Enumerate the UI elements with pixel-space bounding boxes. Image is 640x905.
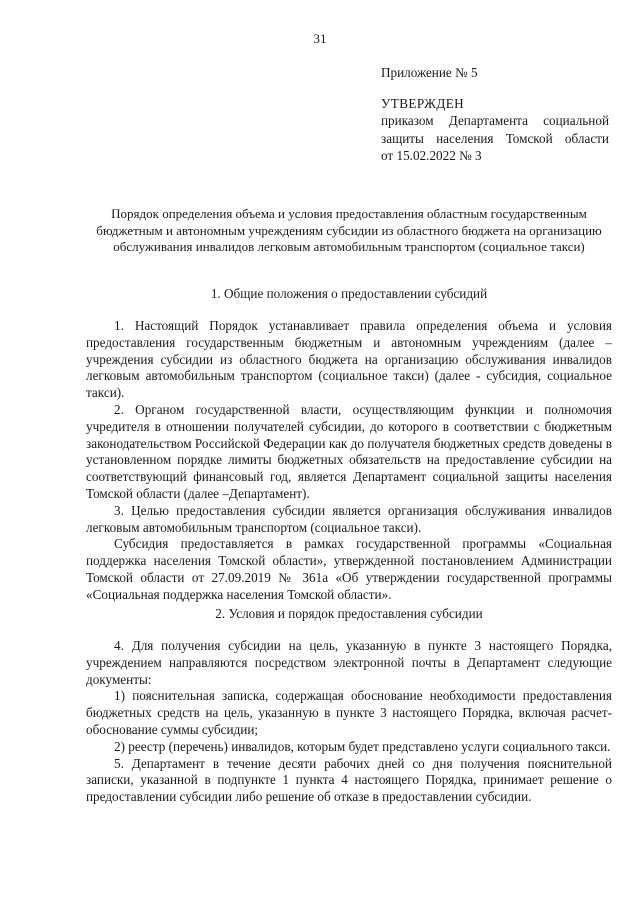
paragraph: 3. Целью предоставления субсидии является организация обслуживания инвалидов легковым автомобильным транспортом (социальное такси). bbox=[86, 502, 612, 535]
section-heading-general: 1. Общие положения о предоставлении субсидий bbox=[210, 286, 488, 301]
paragraph: Субсидия предоставляется в рамках государственной программы «Социальная поддержка населения Томской области», утвержденной постановлением Администрации Томской области от 27.09.2019 № 361а «Об утверждении государственной программы «Социальная поддержка населения Томской области». bbox=[86, 536, 612, 602]
approved-label: УТВЕРЖДЕН bbox=[381, 96, 465, 112]
document-title: Порядок определения объема и условия предоставления областным государственным бюджетным и автономным учреждениям субсидии из областного бюджета на организацию обслуживания инвалидов легковым автомобильным транспортом (социальное такси) bbox=[96, 206, 602, 255]
page-number: 31 bbox=[313, 31, 327, 46]
approval-block bbox=[381, 64, 609, 164]
paragraph: 1. Настоящий Порядок устанавливает правила определения объема и условия предоставления государственным бюджетным и автономным учреждениям (далее – учреждения субсидии из областного бюджета на организацию обслуживания инвалидов легковым автомобильным транспортом (социальное такси) (далее - субсидия, социальное такси). bbox=[86, 318, 612, 401]
paragraph: 2) реестр (перечень) инвалидов, которым будет представлено услуги социального такси. bbox=[114, 738, 611, 754]
paragraph: 4. Для получения субсидии на цель, указанную в пункте 3 настоящего Порядка, учреждением направляются посредством электронной почты в Департамент следующие документы: bbox=[86, 638, 612, 687]
section-body-conditions bbox=[86, 638, 612, 806]
paragraph: 2. Органом государственной власти, осуществляющим функции и полномочия учредителя в отношении получателей субсидии, до которого в соответствии с бюджетным законодательством Российской Федерации как до получателя бюджетных средств доведены в установленном порядке лимиты бюджетных обязательств на предоставление субсидии на соответствующий финансовый год, является Департамент социальной защиты населения Томской области (далее –Департамент). bbox=[86, 401, 612, 501]
paragraph: 5. Департамент в течение десяти рабочих дней со дня получения пояснительной записки, указанной в подпункте 1 пункта 4 настоящего Порядка, принимает решение о предоставлении субсидии либо решение об отказе в предоставлении субсидии. bbox=[86, 755, 612, 805]
paragraph: 1) пояснительная записка, содержащая обоснование необходимости предоставления бюджетных средств на цель, указанную в пункте 3 настоящего Порядка, включая расчет-обоснование суммы субсидии; bbox=[86, 688, 612, 737]
section-heading-conditions: 2. Условия и порядок предоставления субсидии bbox=[215, 606, 483, 621]
appendix-label: Приложение № 5 bbox=[381, 65, 478, 80]
section-body-general bbox=[86, 318, 612, 604]
approval-order-line: приказом Департамента социальной bbox=[381, 113, 609, 129]
approval-date-line: от 15.02.2022 № 3 bbox=[381, 147, 482, 163]
approval-order-line: защиты населения Томской области bbox=[381, 130, 609, 146]
